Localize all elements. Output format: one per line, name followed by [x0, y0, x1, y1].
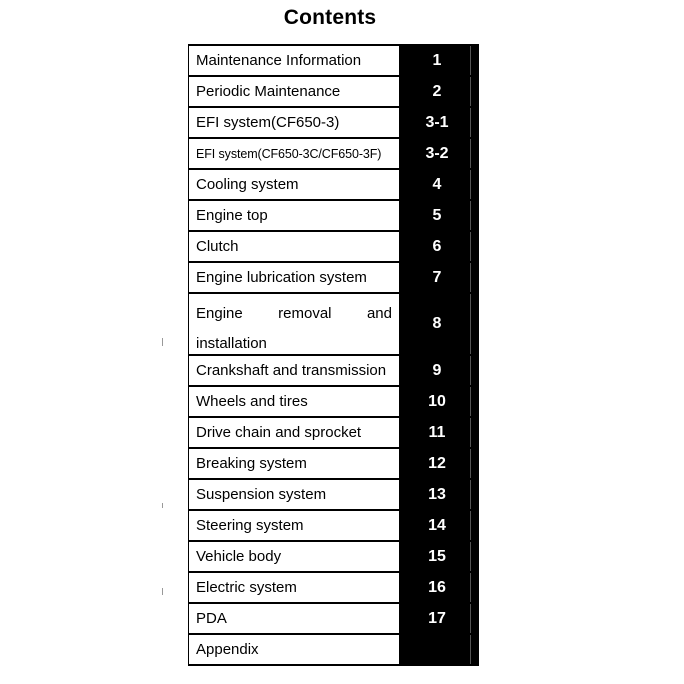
toc-number: 7	[401, 263, 479, 292]
toc-number: 10	[401, 387, 479, 416]
toc-row[interactable]	[189, 292, 479, 354]
toc-number: 9	[401, 356, 479, 385]
toc-row[interactable]	[189, 230, 479, 261]
toc-number: 6	[401, 232, 479, 261]
toc-row[interactable]	[189, 540, 479, 571]
toc-row[interactable]	[189, 354, 479, 385]
toc-row[interactable]	[189, 571, 479, 602]
toc-label-line: Engine removal and	[196, 305, 392, 322]
toc-label: Engine lubrication system	[189, 263, 401, 292]
toc-label: PDA	[189, 604, 401, 633]
margin-mark	[162, 588, 163, 595]
toc-row[interactable]	[189, 385, 479, 416]
toc-number: 17	[401, 604, 479, 633]
toc-label: Maintenance Information	[189, 46, 401, 75]
toc-label: EFI system(CF650-3)	[189, 108, 401, 137]
toc-number: 14	[401, 511, 479, 540]
toc-row[interactable]	[189, 478, 479, 509]
toc-row[interactable]	[189, 602, 479, 633]
toc-number: 2	[401, 77, 479, 106]
toc-number: 15	[401, 542, 479, 571]
toc-label: Appendix	[189, 635, 401, 664]
toc-row[interactable]	[189, 633, 479, 666]
toc-label: Steering system	[189, 511, 401, 540]
toc-row[interactable]	[189, 416, 479, 447]
toc-label: Periodic Maintenance	[189, 77, 401, 106]
toc-row[interactable]	[189, 106, 479, 137]
toc-label-line: installation	[196, 335, 267, 352]
toc-label: Wheels and tires	[189, 387, 401, 416]
toc-number: 5	[401, 201, 479, 230]
toc-label: Electric system	[189, 573, 401, 602]
toc-label: Drive chain and sprocket	[189, 418, 401, 447]
toc-number	[401, 635, 479, 664]
contents-table	[188, 44, 479, 666]
toc-label: Vehicle body	[189, 542, 401, 571]
toc-label: Crankshaft and transmission	[189, 356, 401, 385]
toc-label: Engine top	[189, 201, 401, 230]
toc-label: Clutch	[189, 232, 401, 261]
toc-number: 3-2	[401, 139, 479, 168]
toc-row[interactable]	[189, 199, 479, 230]
toc-label	[189, 294, 401, 354]
toc-number: 8	[401, 294, 479, 354]
margin-mark	[162, 503, 163, 508]
toc-number: 4	[401, 170, 479, 199]
toc-label: Cooling system	[189, 170, 401, 199]
toc-number: 1	[401, 46, 479, 75]
toc-label: Breaking system	[189, 449, 401, 478]
toc-row[interactable]	[189, 168, 479, 199]
toc-row[interactable]	[189, 137, 479, 168]
toc-number: 3-1	[401, 108, 479, 137]
toc-number: 11	[401, 418, 479, 447]
page-title: Contents	[283, 6, 377, 29]
toc-number: 13	[401, 480, 479, 509]
margin-mark	[162, 338, 163, 346]
toc-number: 16	[401, 573, 479, 602]
toc-number: 12	[401, 449, 479, 478]
toc-label: Suspension system	[189, 480, 401, 509]
toc-row[interactable]	[189, 447, 479, 478]
toc-label: EFI system(CF650-3C/CF650-3F)	[189, 139, 401, 168]
toc-row[interactable]	[189, 75, 479, 106]
toc-row[interactable]	[189, 44, 479, 75]
toc-row[interactable]	[189, 261, 479, 292]
toc-row[interactable]	[189, 509, 479, 540]
